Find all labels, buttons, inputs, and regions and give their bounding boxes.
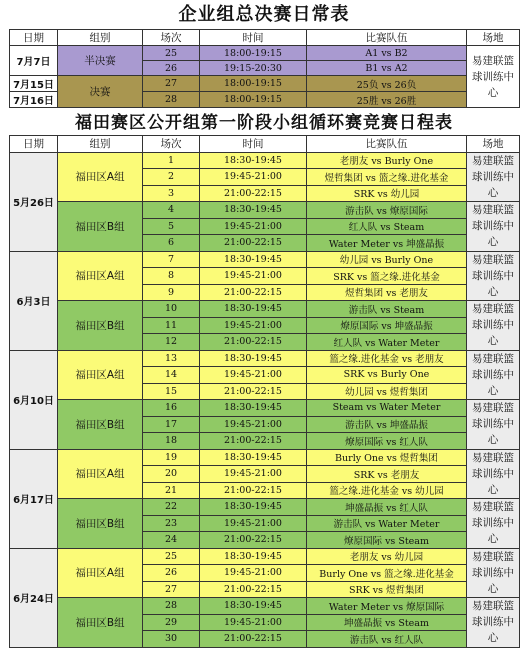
match-time: 19:45-21:00 — [200, 268, 307, 285]
date-cell: 7月16日 — [10, 92, 58, 108]
match-number: 17 — [143, 416, 200, 433]
match-time: 21:00-22:15 — [200, 235, 307, 252]
match-teams: A1 vs B2 — [307, 46, 467, 61]
table-row — [10, 152, 520, 169]
match-number: 16 — [143, 400, 200, 417]
final-label: 决赛 — [58, 76, 143, 108]
date-cell: 6月3日 — [10, 251, 58, 350]
match-number: 4 — [143, 202, 200, 219]
venue-cell: 易建联篮球训练中心 — [467, 499, 520, 549]
match-number: 14 — [143, 367, 200, 384]
match-time: 19:45-21:00 — [200, 367, 307, 384]
match-time: 19:15-20:30 — [200, 61, 307, 76]
venue-cell: 易建联篮球训练中心 — [467, 548, 520, 598]
header-time: 时间 — [200, 30, 307, 46]
match-time: 18:30-19:45 — [200, 548, 307, 565]
match-teams: SRK vs Burly One — [307, 367, 467, 384]
match-time: 18:30-19:45 — [200, 152, 307, 169]
group-cell: 福田区A组 — [58, 251, 143, 301]
schedule-body — [10, 152, 520, 647]
group-cell: 福田区B组 — [58, 301, 143, 351]
header-round: 场次 — [143, 136, 200, 153]
match-teams: 坤盛晶振 vs 红人队 — [307, 499, 467, 516]
table-row — [10, 449, 520, 466]
header-teams: 比赛队伍 — [307, 30, 467, 46]
finals-title: 企业组总决赛日常表 — [178, 4, 350, 25]
match-teams: 红人队 vs Steam — [307, 218, 467, 235]
match-time: 21:00-22:15 — [200, 334, 307, 351]
table-row — [10, 598, 520, 615]
match-number: 5 — [143, 218, 200, 235]
match-number: 21 — [143, 482, 200, 499]
match-time: 18:30-19:45 — [200, 499, 307, 516]
finals-header-row — [10, 30, 520, 46]
match-number: 12 — [143, 334, 200, 351]
header-group: 组别 — [58, 136, 143, 153]
match-number: 25 — [143, 46, 200, 61]
match-teams: 游击队 vs Water Meter — [307, 515, 467, 532]
match-teams: 燎原国际 vs 红人队 — [307, 433, 467, 450]
table-row — [10, 301, 520, 318]
date-cell: 5月26日 — [10, 152, 58, 251]
match-teams: 煜哲集团 vs 篮之缘.进化基金 — [307, 169, 467, 186]
group-stage-title: 福田赛区公开组第一阶段小组循环赛竞赛日程表 — [75, 113, 453, 133]
table-row — [10, 202, 520, 219]
venue-cell: 易建联篮球训练中心 — [467, 202, 520, 252]
match-teams: Burly One vs 篮之缘.进化基金 — [307, 565, 467, 582]
match-time: 19:45-21:00 — [200, 614, 307, 631]
match-teams: 燎原国际 vs 坤盛晶振 — [307, 317, 467, 334]
match-number: 26 — [143, 565, 200, 582]
match-number: 13 — [143, 350, 200, 367]
group-cell: 福田区A组 — [58, 152, 143, 202]
header-round: 场次 — [143, 30, 200, 46]
group-cell: 福田区A组 — [58, 350, 143, 400]
match-number: 20 — [143, 466, 200, 483]
match-teams: 幼儿园 vs Burly One — [307, 251, 467, 268]
match-number: 15 — [143, 383, 200, 400]
match-teams: 老朋友 vs 幼儿园 — [307, 548, 467, 565]
date-cell: 7月7日 — [10, 46, 58, 76]
table-row — [10, 251, 520, 268]
match-teams: 坤盛晶振 vs Steam — [307, 614, 467, 631]
match-number: 30 — [143, 631, 200, 648]
match-time: 18:30-19:45 — [200, 449, 307, 466]
match-teams: Water Meter vs 燎原国际 — [307, 598, 467, 615]
match-teams: 红人队 vs Water Meter — [307, 334, 467, 351]
match-number: 10 — [143, 301, 200, 318]
date-cell: 7月15日 — [10, 76, 58, 92]
match-teams: 煜哲集团 vs 老朋友 — [307, 284, 467, 301]
match-number: 27 — [143, 76, 200, 92]
header-group: 组别 — [58, 30, 143, 46]
match-time: 21:00-22:15 — [200, 185, 307, 202]
finals-table — [9, 29, 520, 108]
table-row — [10, 350, 520, 367]
group-cell: 福田区A组 — [58, 548, 143, 598]
match-number: 8 — [143, 268, 200, 285]
venue-cell: 易建联篮球训练中心 — [467, 400, 520, 450]
match-time: 18:30-19:45 — [200, 251, 307, 268]
match-time: 19:45-21:00 — [200, 466, 307, 483]
match-time: 18:30-19:45 — [200, 350, 307, 367]
match-number: 22 — [143, 499, 200, 516]
match-time: 21:00-22:15 — [200, 284, 307, 301]
match-teams: 游击队 vs 红人队 — [307, 631, 467, 648]
match-time: 21:00-22:15 — [200, 581, 307, 598]
header-date: 日期 — [10, 136, 58, 153]
match-number: 2 — [143, 169, 200, 186]
match-time: 18:30-19:45 — [200, 598, 307, 615]
match-teams: 25胜 vs 26胜 — [307, 92, 467, 108]
table-row — [10, 76, 520, 92]
header-venue: 场地 — [467, 136, 520, 153]
match-teams: SRK vs 老朋友 — [307, 466, 467, 483]
header-venue: 场地 — [467, 30, 520, 46]
semifinal-label: 半决赛 — [58, 46, 143, 76]
match-teams: Burly One vs 煜哲集团 — [307, 449, 467, 466]
match-number: 9 — [143, 284, 200, 301]
match-teams: 幼儿园 vs 煜哲集团 — [307, 383, 467, 400]
match-number: 25 — [143, 548, 200, 565]
match-time: 19:45-21:00 — [200, 218, 307, 235]
match-teams: SRK vs 篮之缘.进化基金 — [307, 268, 467, 285]
venue-cell: 易建联篮球训练中心 — [467, 350, 520, 400]
match-number: 27 — [143, 581, 200, 598]
match-time: 19:45-21:00 — [200, 416, 307, 433]
venue-cell: 易建联篮球训练中心 — [467, 449, 520, 499]
match-teams: SRK vs 煜哲集团 — [307, 581, 467, 598]
match-number: 23 — [143, 515, 200, 532]
group-cell: 福田区B组 — [58, 598, 143, 648]
group-cell: 福田区B组 — [58, 400, 143, 450]
match-time: 18:30-19:45 — [200, 400, 307, 417]
date-cell: 6月10日 — [10, 350, 58, 449]
venue-cell: 易建联篮球训练中心 — [467, 152, 520, 202]
header-date: 日期 — [10, 30, 58, 46]
match-time: 21:00-22:15 — [200, 482, 307, 499]
match-teams: 老朋友 vs Burly One — [307, 152, 467, 169]
match-number: 19 — [143, 449, 200, 466]
match-number: 29 — [143, 614, 200, 631]
venue-cell: 易建联篮球训练中心 — [467, 598, 520, 648]
match-number: 6 — [143, 235, 200, 252]
date-cell: 6月24日 — [10, 548, 58, 647]
header-time: 时间 — [200, 136, 307, 153]
match-time: 21:00-22:15 — [200, 383, 307, 400]
match-time: 19:45-21:00 — [200, 317, 307, 334]
match-time: 19:45-21:00 — [200, 565, 307, 582]
match-teams: B1 vs A2 — [307, 61, 467, 76]
match-time: 19:45-21:00 — [200, 515, 307, 532]
venue-cell: 易建联篮球训练中心 — [467, 251, 520, 301]
match-time: 18:00-19:15 — [200, 76, 307, 92]
match-time: 18:30-19:45 — [200, 202, 307, 219]
match-time: 18:30-19:45 — [200, 301, 307, 318]
match-teams: 游击队 vs Steam — [307, 301, 467, 318]
header-teams: 比赛队伍 — [307, 136, 467, 153]
match-number: 24 — [143, 532, 200, 549]
table-row — [10, 548, 520, 565]
match-number: 1 — [143, 152, 200, 169]
match-teams: SRK vs 幼儿园 — [307, 185, 467, 202]
match-time: 21:00-22:15 — [200, 532, 307, 549]
match-number: 7 — [143, 251, 200, 268]
match-time: 21:00-22:15 — [200, 631, 307, 648]
table-row — [10, 400, 520, 417]
match-teams: Water Meter vs 坤盛晶振 — [307, 235, 467, 252]
venue-cell: 易建联篮球训练中心 — [467, 46, 520, 108]
match-number: 3 — [143, 185, 200, 202]
match-time: 19:45-21:00 — [200, 169, 307, 186]
match-teams: 篮之缘.进化基金 vs 老朋友 — [307, 350, 467, 367]
group-stage-table — [9, 135, 520, 648]
match-teams: 篮之缘.进化基金 vs 幼儿园 — [307, 482, 467, 499]
table-row — [10, 46, 520, 61]
match-teams: Steam vs Water Meter — [307, 400, 467, 417]
match-time: 18:00-19:15 — [200, 46, 307, 61]
table-row — [10, 499, 520, 516]
group-cell: 福田区A组 — [58, 449, 143, 499]
match-teams: 25负 vs 26负 — [307, 76, 467, 92]
venue-cell: 易建联篮球训练中心 — [467, 301, 520, 351]
match-time: 21:00-22:15 — [200, 433, 307, 450]
match-teams: 燎原国际 vs Steam — [307, 532, 467, 549]
match-number: 26 — [143, 61, 200, 76]
date-cell: 6月17日 — [10, 449, 58, 548]
match-number: 28 — [143, 598, 200, 615]
match-time: 18:00-19:15 — [200, 92, 307, 108]
match-teams: 游击队 vs 燎原国际 — [307, 202, 467, 219]
match-number: 28 — [143, 92, 200, 108]
match-teams: 游击队 vs 坤盛晶振 — [307, 416, 467, 433]
group-cell: 福田区B组 — [58, 499, 143, 549]
match-number: 11 — [143, 317, 200, 334]
group-cell: 福田区B组 — [58, 202, 143, 252]
match-number: 18 — [143, 433, 200, 450]
group-header-row — [10, 136, 520, 153]
